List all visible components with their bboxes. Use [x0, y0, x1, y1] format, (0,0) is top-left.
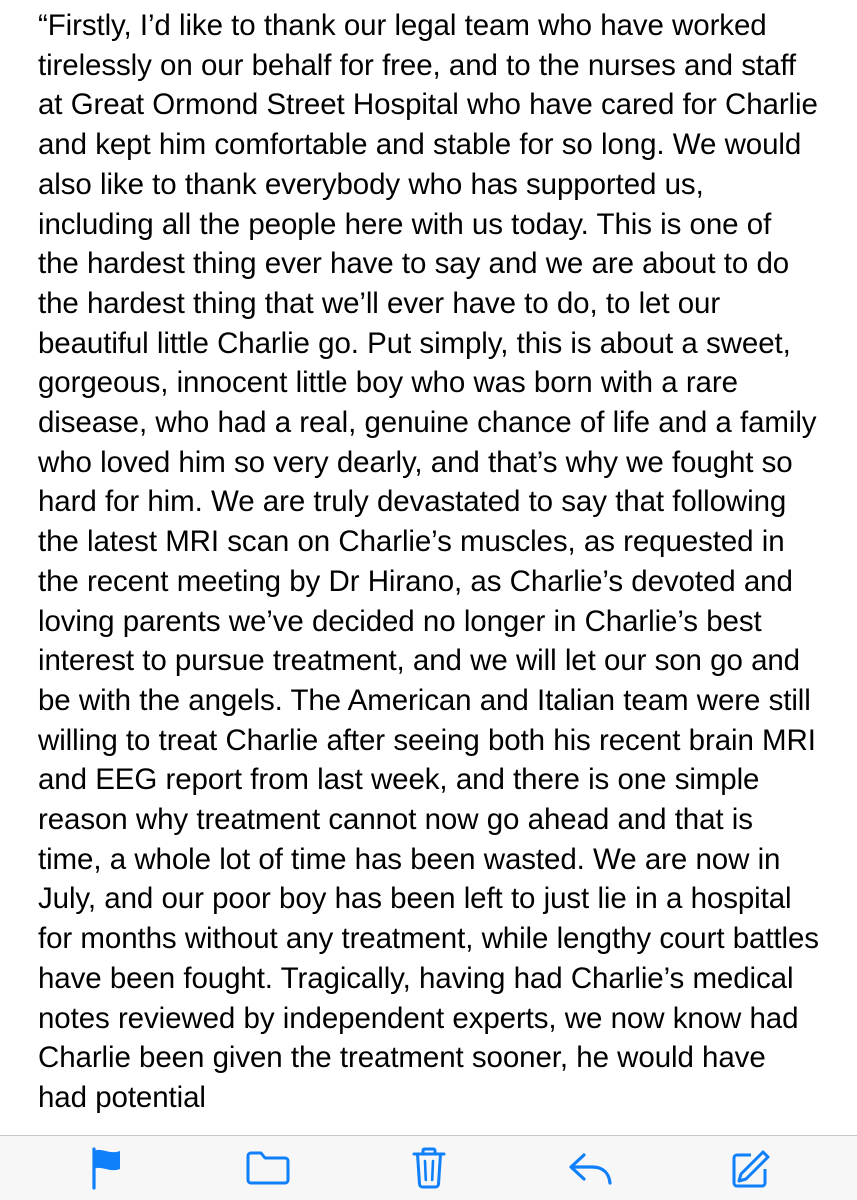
folder-button[interactable]	[238, 1140, 298, 1196]
folder-icon	[245, 1148, 291, 1188]
bottom-toolbar	[0, 1135, 857, 1200]
reply-button[interactable]	[560, 1140, 620, 1196]
trash-icon	[410, 1146, 448, 1190]
compose-button[interactable]	[721, 1140, 781, 1196]
reply-icon	[566, 1147, 614, 1189]
flag-button[interactable]	[77, 1140, 137, 1196]
compose-icon	[729, 1147, 773, 1189]
flag-icon	[87, 1146, 127, 1190]
trash-button[interactable]	[399, 1140, 459, 1196]
message-body-text: “Firstly, I’d like to thank our legal team who have worked tirelessly on our behalf for free, and to the nurses and staff at Great Ormond Street Hospital who have cared for Charlie and kept him comfortable and stable for so long. We would also like to thank everybody who has supported us, including all the people here with us today. This is one of the hardest thing ever have to say and we are about to do the hardest thing that we’ll ever have to do, to let our beautiful little Charlie go. Put simply, this is about a sweet, gorgeous, innocent little boy who was born with a rare disease, who had a real, genuine chance of life and a family who loved him so very dearly, and that’s why we fought so hard for him. We are truly devastated to say that following the latest MRI scan on Charlie’s muscles, as requested in the recent meeting by Dr Hirano, as Charlie’s devoted and loving parents we’ve decided no longer in Charlie’s best interest to pursue treatment, and we will let our son go and be with the angels. The American and Italian team were still willing to treat Charlie after seeing both his recent brain MRI and EEG report from last week, and there is one simple reason why treatment cannot now go ahead and that is time, a whole lot of time has been wasted. We are now in July, and our poor boy has been left to just lie in a hospital for months without any treatment, while lengthy court battles have been fought. Tragically, having had Charlie’s medical notes reviewed by independent experts, we now know had Charlie been given the treatment sooner, he would have had potential	[38, 9, 819, 1114]
